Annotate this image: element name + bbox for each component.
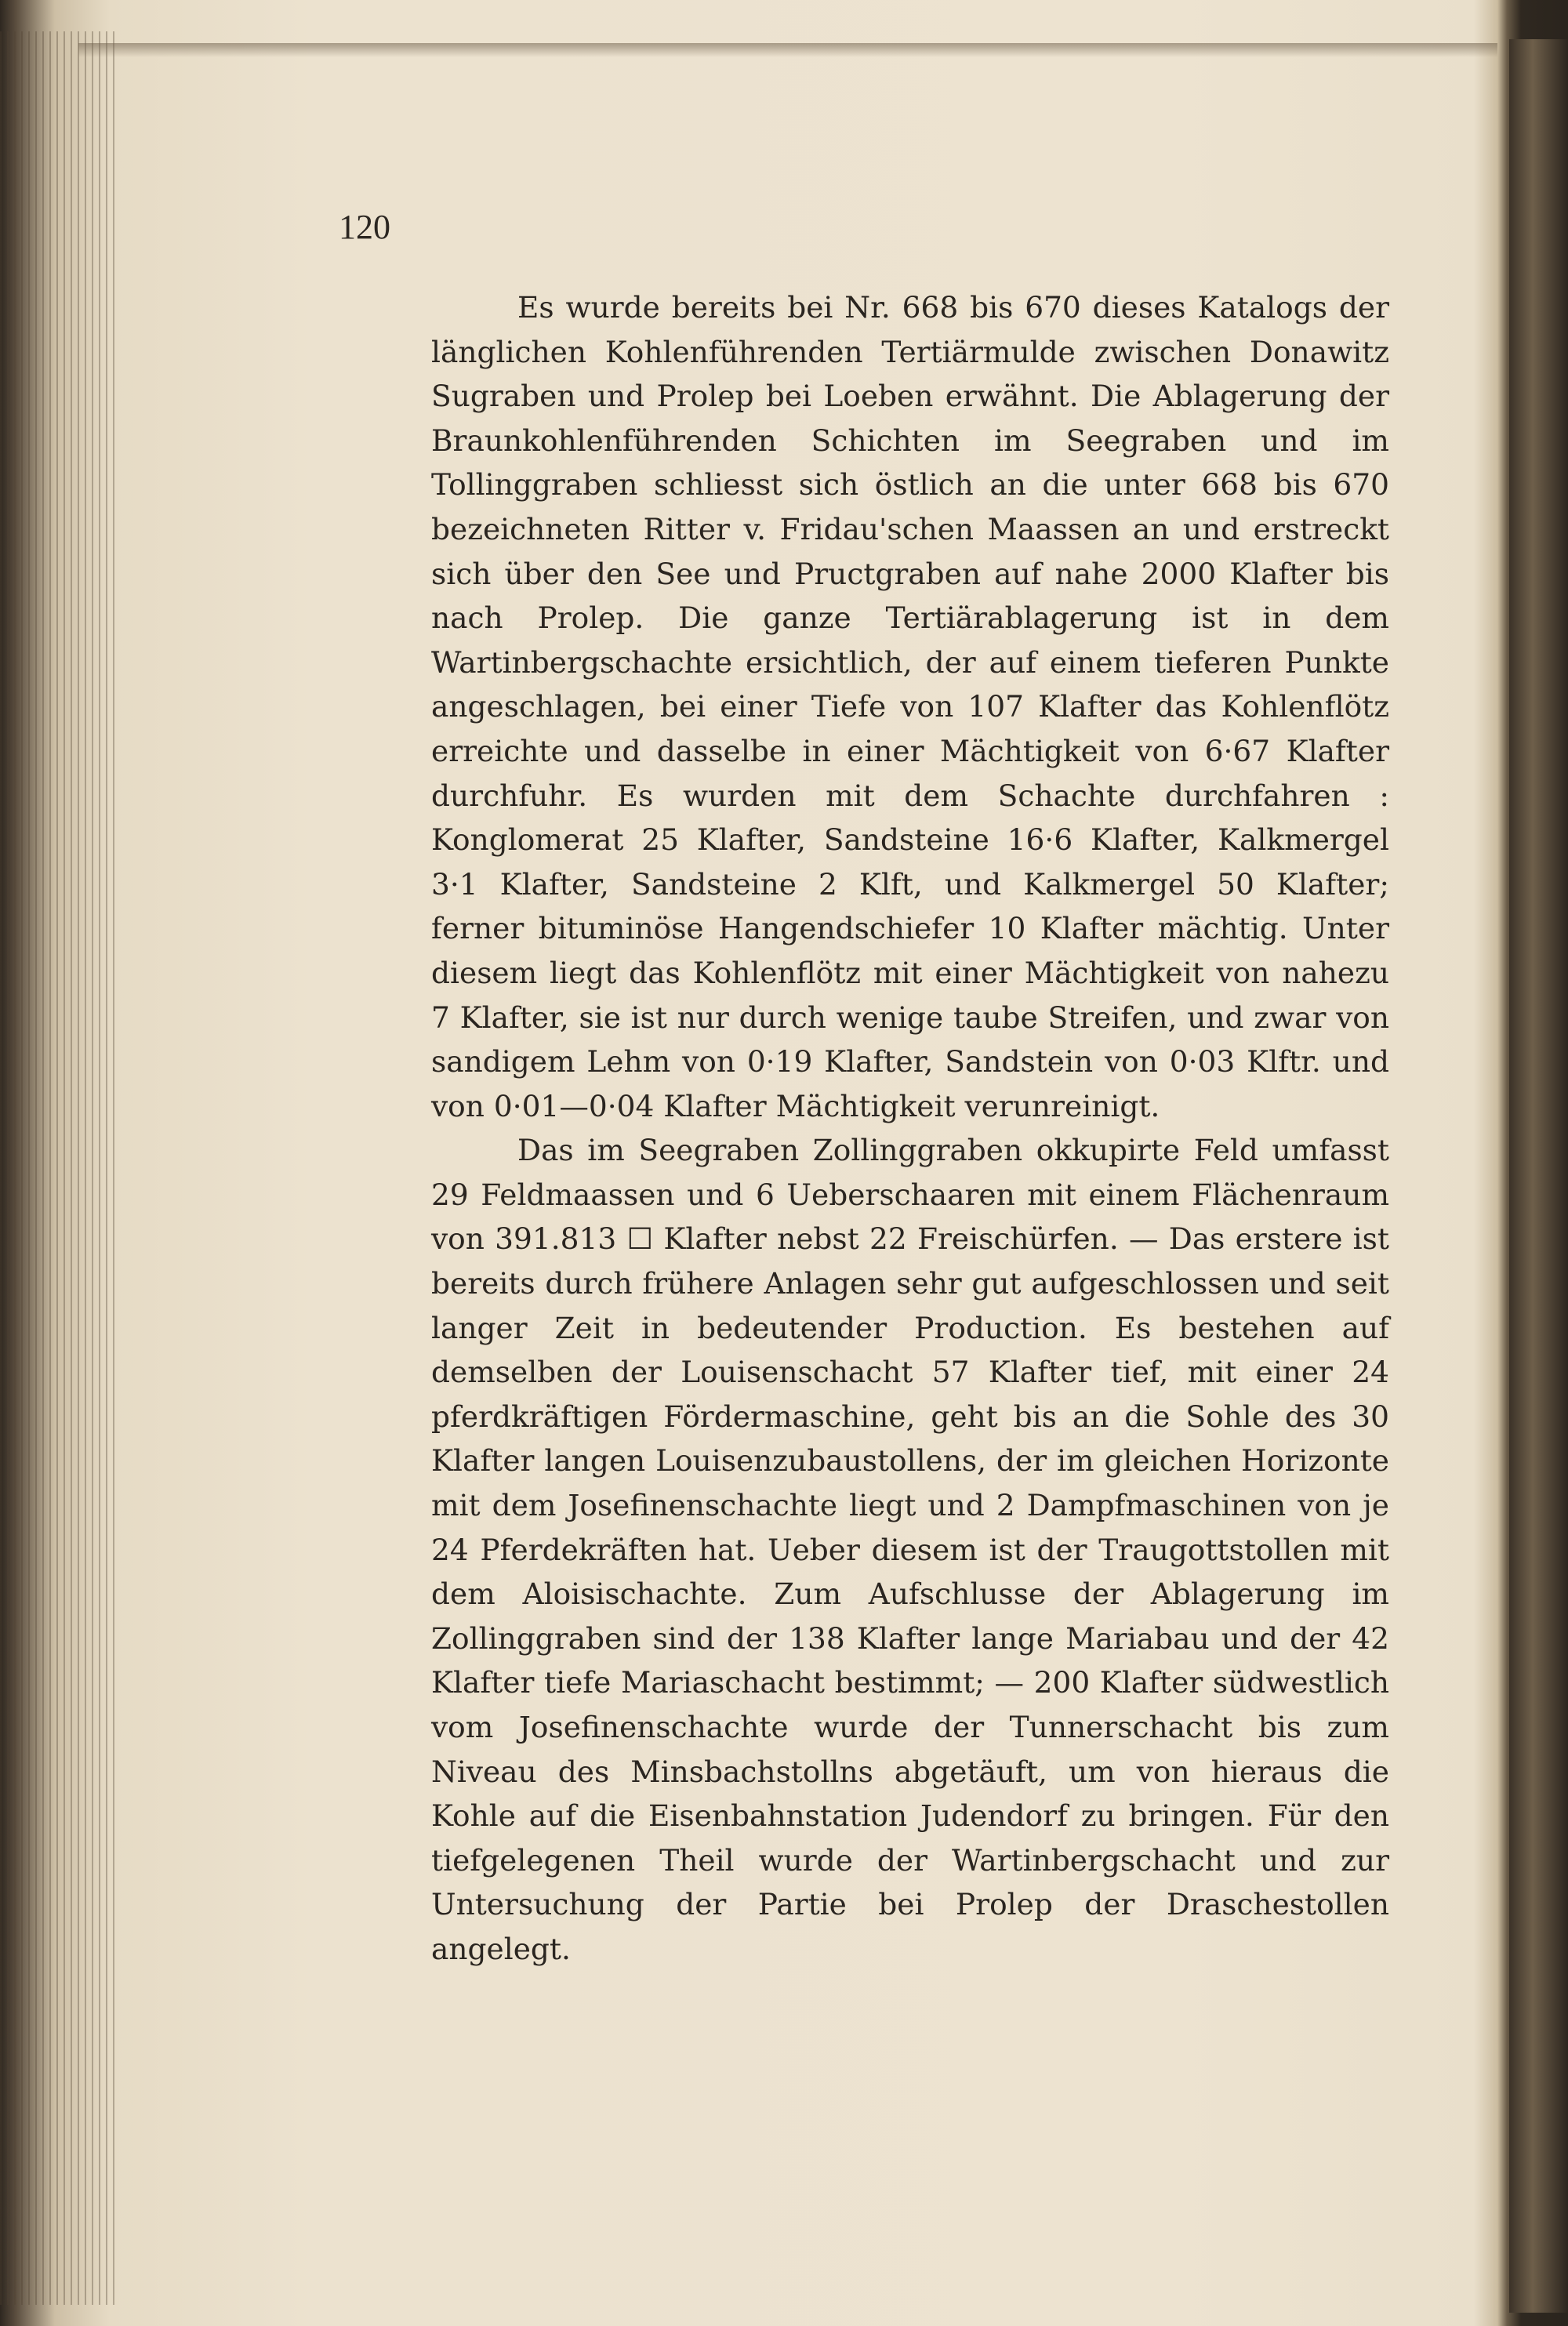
- page-top-shadow: [78, 43, 1497, 57]
- stacked-page-edges: [0, 31, 118, 2305]
- paragraph-2: Das im Seegraben Zollinggraben okkupirte Feld umfasst 29 Feldmaassen und 6 Ueberschaaren mit einem Flächenraum von 391.813 ☐ Klafter nebst 22 Freischürfen. — Das erstere ist bereits durch frühere Anlagen sehr gut aufgeschlossen und seit langer Zeit in bedeutender Production. Es bestehen auf demselben der Louisenschacht 57 Klafter tief, mit einer 24 pferdkräftigen Fördermaschine, geht bis an die Sohle des 30 Klafter langen Louisenzubaustollens, der im gleichen Horizonte mit dem Josefinenschachte liegt und 2 Dampfmaschinen von je 24 Pferdekräften hat. Ueber diesem ist der Traugottstollen mit dem Aloisischachte. Zum Aufschlusse der Ablagerung im Zollinggraben sind der 138 Klafter lange Mariabau und der 42 Klafter tiefe Mariaschacht bestimmt; — 200 Klafter südwestlich vom Josefinenschachte wurde der Tunnerschacht bis zum Niveau des Minsbachstollns abgetäuft, um von hieraus die Kohle auf die Eisenbahnstation Judendorf zu bringen. Für den tiefgelegenen Theil wurde der Wartinbergschacht und zur Untersuchung der Partie bei Prolep der Draschestollen angelegt.: [431, 1133, 1389, 1966]
- paragraph-1: Es wurde bereits bei Nr. 668 bis 670 dieses Katalogs der länglichen Kohlenführenden Tertiärmulde zwischen Donawitz Sugraben und Prolep bei Loeben erwähnt. Die Ablagerung der Braunkohlenführenden Schichten im Seegraben und im Tollinggraben schliesst sich östlich an die unter 668 bis 670 bezeichneten Ritter v. Fridau'schen Maassen an und erstreckt sich über den See und Pructgraben auf nahe 2000 Klafter bis nach Prolep. Die ganze Tertiärablagerung ist in dem Wartinbergschachte ersichtlich, der auf einem tieferen Punkte angeschlagen, bei einer Tiefe von 107 Klafter das Kohlenflötz erreichte und dasselbe in einer Mächtigkeit von 6·67 Klafter durchfuhr. Es wurden mit dem Schachte durchfahren : Konglomerat 25 Klafter, Sandsteine 16·6 Klafter, Kalkmergel 3·1 Klafter, Sandsteine 2 Klft, und Kalkmergel 50 Klafter; ferner bituminöse Hangendschiefer 10 Klafter mächtig. Unter diesem liegt das Kohlenflötz mit einer Mächtigkeit von nahezu 7 Klafter, sie ist nur durch wenige taube Streifen, und zwar von sandigem Lehm von 0·19 Klafter, Sandstein von 0·03 Klftr. und von 0·01—0·04 Klafter Mächtigkeit verunreinigt.: [431, 290, 1389, 1123]
- page-number: 120: [339, 208, 390, 246]
- binding-shadow: [1509, 39, 1568, 2313]
- body-text: [431, 285, 1389, 1972]
